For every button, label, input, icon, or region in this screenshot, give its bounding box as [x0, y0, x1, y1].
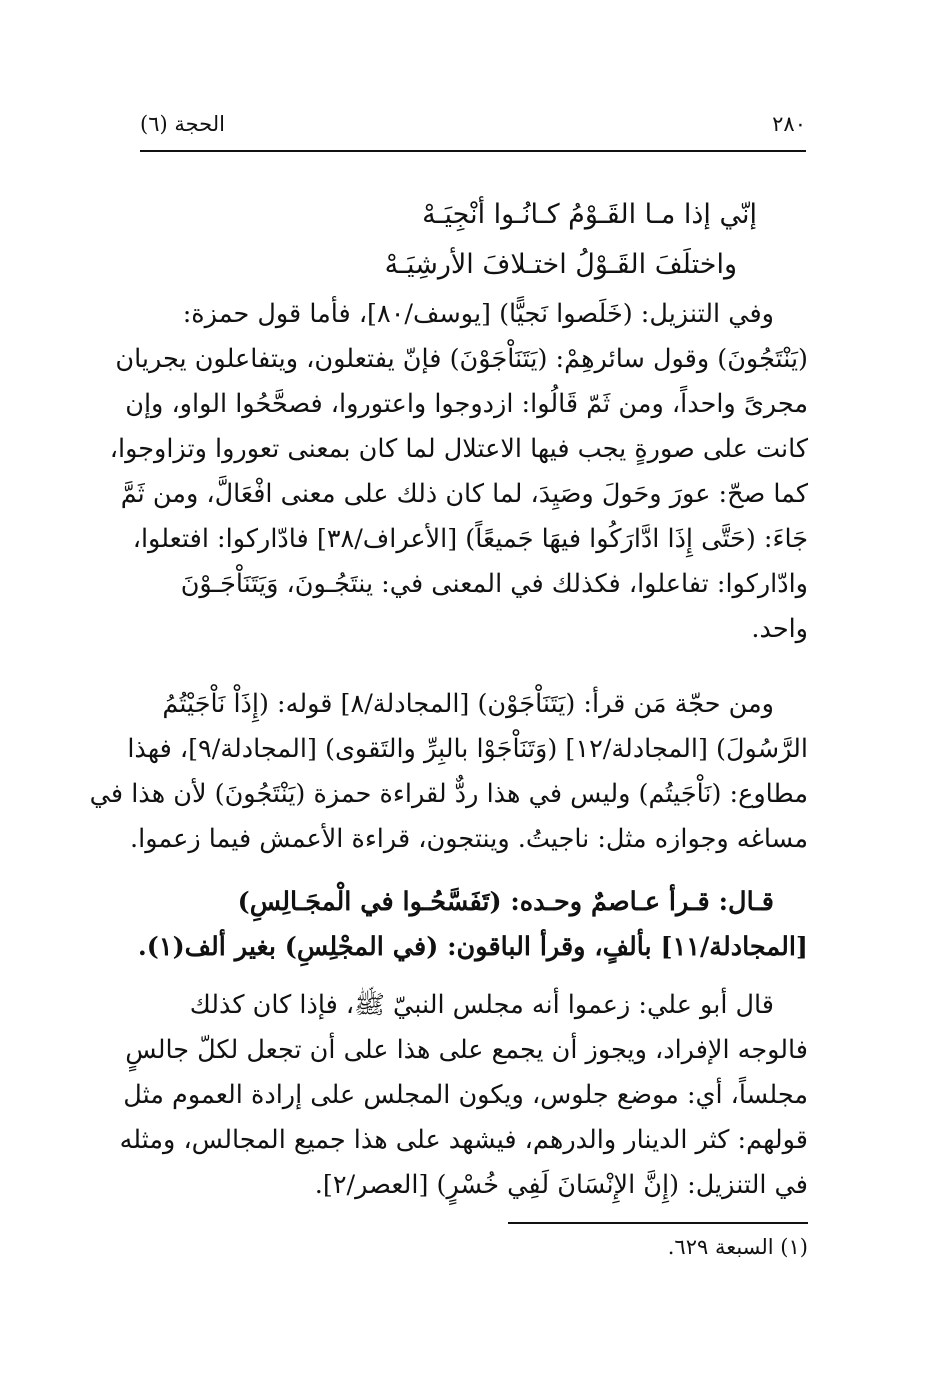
text-line: فالوجه الإفراد، ويجوز أن يجمع على هذا على أن تجعل لكلّ جالسٍ [125, 1035, 808, 1065]
text-line: (يَنْتَجُونَ) وقول سائرهِمْ: (يَتَنَاْجَوْنَ) فإنّ يفتعلون، ويتفاعلون يجريان [115, 344, 808, 374]
text-line: مساغه وجوازه مثل: ناجيتُ. وينتجون، قراءة الأعمش فيما زعموا. [130, 824, 808, 854]
poem-line-1: إنّي إذا مـا القَـوْمُ كـانُـوا أنْجِيَـهْ [422, 199, 757, 230]
text-line: [المجادلة/١١] بألفٍ، وقرأ الباقون: (في المجْلِسِ) بغير ألف(١). [137, 932, 808, 962]
text-line: قال أبو علي: زعموا أنه مجلس النبيّ ﷺ، فإذا كان كذلك [189, 990, 774, 1020]
paragraph-3-bold [138, 880, 808, 970]
text-line: مجلساً، أي: موضع جلوس، ويكون المجلس على إرادة العموم مثل [123, 1080, 808, 1110]
text-line: وفي التنزيل: (خَلَصوا نَجيًّا) [يوسف/٨٠]، فأما قول حمزة: [182, 299, 774, 329]
text-line: مطاوع: (نَاْجَيتُم) وليس في هذا ردٌّ لقراءة حمزة (يَنْتَجُونَ) لأن هذا في [89, 779, 808, 809]
text-line: وادّاركوا: تفاعلوا، فكذلك في المعنى في: ينتَجُـونَ، وَيَتَنَاْجَـوْنَ [180, 569, 808, 599]
text-line: جَاءَ: (حَتَّى إِذَا ادَّارَكُوا فيهَا جَميعًاً) [الأعراف/٣٨] فادّاركوا: افتعلوا، [132, 524, 808, 554]
paragraph-1 [109, 292, 808, 652]
poem-line-2: واختلَفَ القَـوْلُ اختـلافَ الأرشِيَـهْ [384, 249, 737, 280]
footnote: (١) السبعة ٦٢٩. [667, 1235, 808, 1259]
paragraph-4 [119, 983, 808, 1208]
text-line: قولهم: كثر الدينار والدرهم، فيشهد على هذا جميع المجالس، ومثله [119, 1125, 808, 1155]
page-header [140, 104, 806, 144]
footnote-rule [508, 1222, 808, 1224]
text-line: في التنزيل: (إِنَّ الإِنْسَانَ لَفِي خُسْرٍ) [العصر/٢]. [314, 1170, 808, 1200]
page-number: ٢٨٠ [772, 112, 806, 136]
text-line: كانت على صورةٍ يجب فيها الاعتلال لما كان بمعنى تعوروا وتزاوجوا، [109, 434, 808, 464]
text-line: الرَّسُولَ) [المجادلة/١٢] (وَتَنَاْجَوْا بالبِرِّ والتَقوى) [المجادلة/٩]، فهذا [127, 734, 808, 764]
text-line: ومن حجّة مَن قرأ: (يَتَنَاْجَوْن) [المجادلة/٨] قوله: (إِذَاْ نَاْجَيْتُمُ [162, 689, 774, 719]
running-title: الحجة (٦) [140, 112, 225, 136]
paragraph-2 [89, 682, 808, 862]
text-line: مجرىً واحداً، ومن ثَمّ قَالُوا: ازدوجوا واعتوروا، فصحَّحُوا الواو، وإن [125, 389, 808, 419]
text-line: كما صحّ: عورَ وحَولَ وصَيِدَ، لما كان ذلك على معنى افْعَالَّ، ومن ثَمَّ [120, 479, 808, 509]
text-line: قـال: قـرأ عـاصمٌ وحـده: (تَفَسَّحُـوا في الْمجَـالِسِ) [237, 887, 774, 917]
header-rule [140, 150, 806, 152]
poem-verse [180, 190, 765, 290]
text-line: واحد. [751, 614, 808, 644]
